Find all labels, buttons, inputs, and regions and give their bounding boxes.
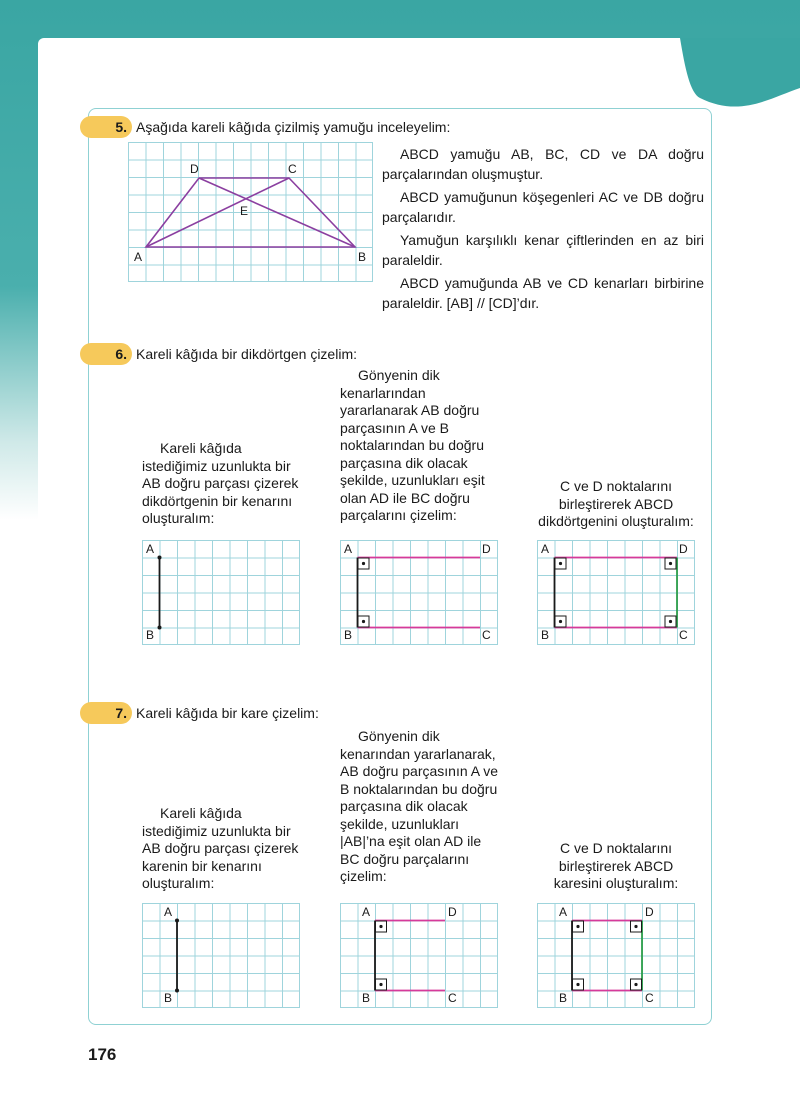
q6-step3-text: C ve D noktalarını birleştirerek ABCD dikdörtgenini oluşturalım: <box>538 478 694 529</box>
q6-step1-text: Kareli kâğıda istediğimiz uzunlukta bir AB doğru parçası çizerek dikdörtgenin bir kenarını oluşturalım: <box>142 440 299 526</box>
diagonal-db <box>199 178 355 247</box>
q5-paragraph-3: Yamuğun karşılıklı kenar çiftlerinden en az biri paraleldir. <box>382 232 704 268</box>
q6-step1-label-b: B <box>146 628 155 642</box>
q5-label-d: D <box>190 162 199 176</box>
q7-step3-label-a: A <box>559 905 568 919</box>
q7-title: Kareli kâğıda bir kare çizelim: <box>136 705 319 721</box>
page-number: 176 <box>88 1045 117 1064</box>
q6-step2-label-b: B <box>344 628 353 642</box>
point-b <box>158 626 162 630</box>
q6-title: Kareli kâğıda bir dikdörtgen çizelim: <box>136 346 357 362</box>
point-a <box>175 919 179 923</box>
diagonal-ac <box>146 178 289 247</box>
q6-step2-label-c: C <box>482 628 491 642</box>
q5-paragraph-2: ABCD yamuğunun köşegenleri AC ve DB doğru parçalarıdır. <box>382 189 704 225</box>
q5-paragraph-1: ABCD yamuğu AB, BC, CD ve DA doğru parçalarından oluşmuştur. <box>382 146 704 182</box>
q6-step3-label-a: A <box>541 542 550 556</box>
q6-step3-label-d: D <box>679 542 688 556</box>
q7-step3-text: C ve D noktalarını birleştirerek ABCD karesini oluşturalım: <box>553 840 679 891</box>
q6-step1-label-a: A <box>146 542 155 556</box>
q5-trapezoid-figure <box>128 142 373 282</box>
q6-step3-label-b: B <box>541 628 550 642</box>
q6-step3-figure <box>537 540 695 645</box>
q7-step1-text: Kareli kâğıda istediğimiz uzunlukta bir AB doğru parçası çizerek karenin bir kenarını oluşturalım: <box>142 805 299 891</box>
q5-title: Aşağıda kareli kâğıda çizilmiş yamuğu inceleyelim: <box>136 119 451 135</box>
q6-number-badge: 6. <box>80 343 132 365</box>
q7-step3-label-d: D <box>645 905 654 919</box>
q7-number-badge: 7. <box>80 702 132 724</box>
q5-label-a: A <box>134 250 143 264</box>
q5-label-c: C <box>288 162 297 176</box>
q7-step2-label-d: D <box>448 905 457 919</box>
q7-step3-label-c: C <box>645 991 654 1005</box>
q7-step2-label-c: C <box>448 991 457 1005</box>
q5-number-badge: 5. <box>80 116 132 138</box>
q7-step3-label-b: B <box>559 991 568 1005</box>
q7-step2-label-a: A <box>362 905 371 919</box>
corner-wave-decoration <box>680 38 800 118</box>
q6-step2-label-a: A <box>344 542 353 556</box>
q5-paragraph-4: ABCD yamuğunda AB ve CD kenarları birbirine paraleldir. [AB] // [CD]’dır. <box>382 275 704 311</box>
q7-step1-label-b: B <box>164 991 173 1005</box>
q7-step1-label-a: A <box>164 905 173 919</box>
trapezoid-abcd <box>146 178 355 247</box>
q7-step2-label-b: B <box>362 991 371 1005</box>
point-a <box>158 556 162 560</box>
q6-step3-label-c: C <box>679 628 688 642</box>
q7-step2-text: Gönyenin dik kenarından yararlanarak, AB doğru parçasının A ve B noktalarından bu doğru parçasına dik olacak şekilde, uzunlukları |AB|’na eşit olan AD ile BC doğru parçalarını çizelim: <box>340 728 498 884</box>
q6-step2-text: Gönyenin dik kenarlarından yararlanarak AB doğru parçasının A ve B noktalarından bu doğru parçasına dik olacak şekilde, uzunlukları eşit olan AD ile BC doğru parçalarını çizelim: <box>340 367 485 523</box>
q5-label-b: B <box>358 250 367 264</box>
q6-step2-label-d: D <box>482 542 491 556</box>
q5-label-e: E <box>240 204 249 218</box>
q6-step2-figure <box>340 540 498 645</box>
point-b <box>175 989 179 993</box>
q6-step1-figure <box>142 540 300 645</box>
